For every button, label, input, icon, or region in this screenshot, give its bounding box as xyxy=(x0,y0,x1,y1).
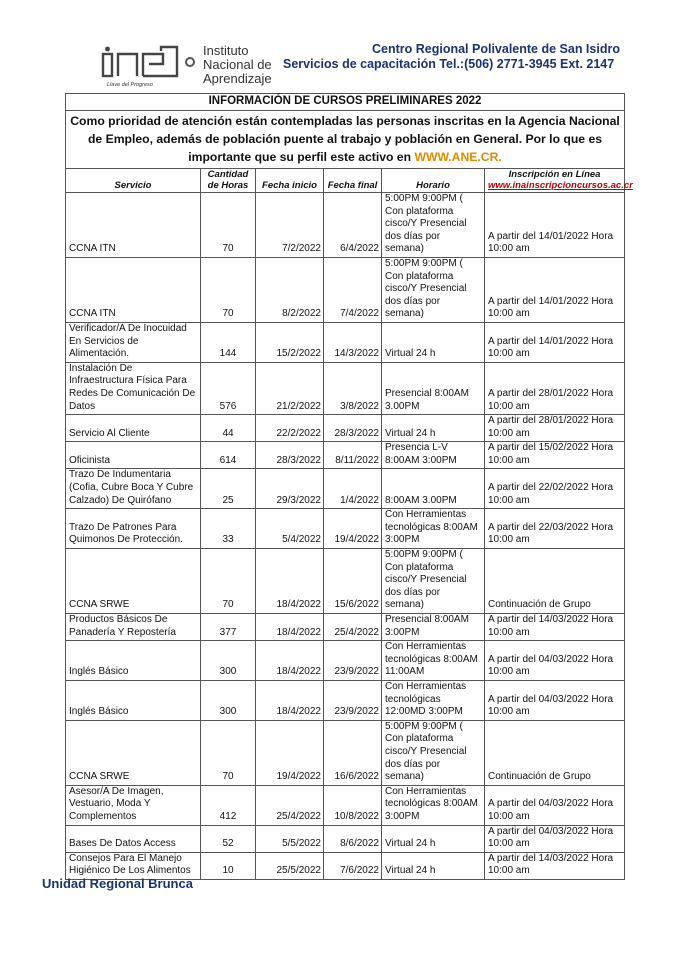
course-fecha-final: 7/6/2022 xyxy=(324,852,382,879)
course-inscripcion: A partir del 22/02/2022 Hora 10:00 am xyxy=(485,469,625,509)
course-servicio: Servicio Al Cliente xyxy=(66,415,201,442)
course-horario: Presencial 8:00AM 3:00PM xyxy=(382,614,485,641)
table-row xyxy=(66,257,625,322)
priority-notice xyxy=(66,111,625,169)
course-fecha-inicio: 19/4/2022 xyxy=(256,720,324,785)
course-horas: 576 xyxy=(201,362,256,414)
course-servicio: Inglés Básico xyxy=(66,641,201,681)
course-horas: 614 xyxy=(201,442,256,469)
course-horario: 5:00PM 9:00PM ( Con plataforma cisco/Y Presencial dos días por semana) xyxy=(382,549,485,614)
course-horario: Virtual 24 h xyxy=(382,852,485,879)
course-servicio: CCNA ITN xyxy=(66,193,201,258)
course-horario: Con Herramientas tecnológicas 8:00AM 3:00PM xyxy=(382,509,485,549)
document-title: INFORMACIÓN DE CURSOS PRELIMINARES 2022 xyxy=(66,94,625,111)
ane-url-link[interactable]: WWW.ANE.CR. xyxy=(414,150,502,164)
course-fecha-final: 16/6/2022 xyxy=(324,720,382,785)
institute-line: Nacional de xyxy=(203,57,272,72)
course-fecha-inicio: 18/4/2022 xyxy=(256,614,324,641)
course-fecha-inicio: 15/2/2022 xyxy=(256,322,324,362)
col-header-fecha-final: Fecha final xyxy=(324,169,382,193)
course-horas: 52 xyxy=(201,825,256,852)
table-row xyxy=(66,442,625,469)
institute-name xyxy=(203,44,272,86)
course-servicio: Trazo De Patrones Para Quimonos De Protección. xyxy=(66,509,201,549)
course-inscripcion: A partir del 28/01/2022 Hora 10:00 am xyxy=(485,415,625,442)
course-fecha-inicio: 25/4/2022 xyxy=(256,785,324,825)
course-horario: Con Herramientas tecnológicas 12:00MD 3:00PM xyxy=(382,680,485,720)
table-row xyxy=(66,641,625,681)
course-horas: 300 xyxy=(201,641,256,681)
course-horas: 10 xyxy=(201,852,256,879)
course-inscripcion: A partir del 14/01/2022 Hora 10:00 am xyxy=(485,257,625,322)
course-horario: Virtual 24 h xyxy=(382,415,485,442)
course-horario: Virtual 24 h xyxy=(382,322,485,362)
course-horas: 70 xyxy=(201,720,256,785)
course-horas: 70 xyxy=(201,257,256,322)
table-row xyxy=(66,193,625,258)
course-horas: 412 xyxy=(201,785,256,825)
course-fecha-inicio: 22/2/2022 xyxy=(256,415,324,442)
table-row xyxy=(66,415,625,442)
course-horario: Con Herramientas tecnológicas 8:00AM 11:00AM xyxy=(382,641,485,681)
col-header-inscripcion xyxy=(485,169,633,193)
institute-line: Aprendizaje xyxy=(203,71,272,86)
course-fecha-final: 8/11/2022 xyxy=(324,442,382,469)
course-servicio: CCNA SRWE xyxy=(66,549,201,614)
course-fecha-final: 7/4/2022 xyxy=(324,257,382,322)
ina-logo-circle-icon xyxy=(185,57,195,67)
col-header-fecha-inicio: Fecha inicio xyxy=(256,169,324,193)
center-title: Centro Regional Polivalente de San Isidro xyxy=(372,42,620,56)
institute-line: Instituto xyxy=(203,43,249,58)
course-servicio: Inglés Básico xyxy=(66,680,201,720)
course-fecha-final: 1/4/2022 xyxy=(324,469,382,509)
course-servicio: Productos Básicos De Panadería Y Repostería xyxy=(66,614,201,641)
course-fecha-final: 3/8/2022 xyxy=(324,362,382,414)
services-contact-line: Servicios de capacitación Tel.:(506) 2771-3945 Ext. 2147 xyxy=(283,57,615,71)
course-inscripcion: A partir del 14/01/2022 Hora 10:00 am xyxy=(485,322,625,362)
course-fecha-final: 10/8/2022 xyxy=(324,785,382,825)
course-inscripcion: Continuación de Grupo xyxy=(485,720,625,785)
course-inscripcion: Continuación de Grupo xyxy=(485,549,625,614)
course-fecha-inicio: 18/4/2022 xyxy=(256,549,324,614)
course-inscripcion: A partir del 04/03/2022 Hora 10:00 am xyxy=(485,680,625,720)
col-header-horario: Horario xyxy=(382,169,485,193)
course-inscripcion: A partir del 28/01/2022 Hora 10:00 am xyxy=(485,362,625,414)
table-header-row xyxy=(66,169,625,193)
course-horario: 5:00PM 9:00PM ( Con plataforma cisco/Y Presencial dos días por semana) xyxy=(382,720,485,785)
table-row xyxy=(66,785,625,825)
course-servicio: Trazo De Indumentaria (Cofia, Cubre Boca Y Cubre Calzado) De Quirófano xyxy=(66,469,201,509)
course-fecha-final: 28/3/2022 xyxy=(324,415,382,442)
course-fecha-final: 15/6/2022 xyxy=(324,549,382,614)
logo-tagline: Llave del Progreso xyxy=(107,82,153,88)
course-fecha-inicio: 7/2/2022 xyxy=(256,193,324,258)
course-inscripcion: A partir del 04/03/2022 Hora 10:00 am xyxy=(485,641,625,681)
course-fecha-final: 6/4/2022 xyxy=(324,193,382,258)
course-fecha-inicio: 25/5/2022 xyxy=(256,852,324,879)
priority-notice-text: Como prioridad de atención están contempladas las personas inscritas en la Agencia Nacional de Empleo, además de población puente al trabajo y población en General. Por lo que es importante que su perfil este activo en xyxy=(70,114,620,164)
ina-logo xyxy=(101,45,201,93)
inscripcion-url-link[interactable]: www.inainscripcioncursos.ac.cr xyxy=(488,180,633,191)
course-horas: 33 xyxy=(201,509,256,549)
table-row xyxy=(66,614,625,641)
course-horario: 8:00AM 3.00PM xyxy=(382,469,485,509)
course-horario: Presencia L-V 8:00AM 3:00PM xyxy=(382,442,485,469)
course-horario: Con Herramientas tecnológicas 8:00AM 3:00PM xyxy=(382,785,485,825)
course-horas: 144 xyxy=(201,322,256,362)
course-fecha-final: 14/3/2022 xyxy=(324,322,382,362)
course-servicio: Instalación De Infraestructura Física Para Redes De Comunicación De Datos xyxy=(66,362,201,414)
course-horas: 44 xyxy=(201,415,256,442)
table-row xyxy=(66,549,625,614)
course-inscripcion: A partir del 22/03/2022 Hora 10:00 am xyxy=(485,509,625,549)
course-horas: 25 xyxy=(201,469,256,509)
course-horario: Virtual 24 h xyxy=(382,825,485,852)
course-fecha-final: 19/4/2022 xyxy=(324,509,382,549)
course-fecha-inicio: 29/3/2022 xyxy=(256,469,324,509)
course-servicio: Bases De Datos Access xyxy=(66,825,201,852)
course-fecha-inicio: 5/4/2022 xyxy=(256,509,324,549)
course-inscripcion: A partir del 14/03/2022 Hora 10:00 am xyxy=(485,614,625,641)
course-fecha-final: 23/9/2022 xyxy=(324,641,382,681)
course-horario: Presencial 8:00AM 3.00PM xyxy=(382,362,485,414)
table-row xyxy=(66,680,625,720)
course-horas: 70 xyxy=(201,549,256,614)
course-horario: 5:00PM 9:00PM ( Con plataforma cisco/Y Presencial dos días por semana) xyxy=(382,257,485,322)
course-inscripcion: A partir del 14/01/2022 Hora 10:00 am xyxy=(485,193,625,258)
course-horario: 5:00PM 9:00PM ( Con plataforma cisco/Y Presencial dos días por semana) xyxy=(382,193,485,258)
course-horas: 377 xyxy=(201,614,256,641)
table-row xyxy=(66,825,625,852)
course-inscripcion: A partir del 14/03/2022 Hora 10:00 am xyxy=(485,852,625,879)
course-fecha-inicio: 18/4/2022 xyxy=(256,641,324,681)
course-servicio: Verificador/A De Inocuidad En Servicios de Alimentación. xyxy=(66,322,201,362)
table-row xyxy=(66,720,625,785)
col-header-servicio: Servicio xyxy=(66,169,201,193)
col-header-inscripcion-label: Inscripción en Línea xyxy=(508,169,601,180)
course-inscripcion: A partir del 04/03/2022 Hora 10:00 am xyxy=(485,785,625,825)
course-fecha-inicio: 18/4/2022 xyxy=(256,680,324,720)
regional-unit-footer: Unidad Regional Brunca xyxy=(42,876,193,891)
course-fecha-inicio: 28/3/2022 xyxy=(256,442,324,469)
course-fecha-final: 8/6/2022 xyxy=(324,825,382,852)
course-fecha-inicio: 5/5/2022 xyxy=(256,825,324,852)
course-servicio: CCNA ITN xyxy=(66,257,201,322)
course-servicio: Consejos Para El Manejo Higiénico De Los Alimentos xyxy=(66,852,201,879)
course-fecha-inicio: 8/2/2022 xyxy=(256,257,324,322)
table-row xyxy=(66,509,625,549)
table-row xyxy=(66,322,625,362)
ina-logo-mark-icon xyxy=(101,45,179,79)
table-row xyxy=(66,362,625,414)
course-servicio: Oficinista xyxy=(66,442,201,469)
course-horas: 70 xyxy=(201,193,256,258)
col-header-horas: Cantidad de Horas xyxy=(201,169,256,193)
table-row xyxy=(66,469,625,509)
course-horas: 300 xyxy=(201,680,256,720)
course-fecha-final: 23/9/2022 xyxy=(324,680,382,720)
course-inscripcion: A partir del 04/03/2022 Hora 10:00 am xyxy=(485,825,625,852)
course-rows xyxy=(66,193,625,880)
course-inscripcion: A partir del 15/02/2022 Hora 10:00 am xyxy=(485,442,625,469)
course-fecha-final: 25/4/2022 xyxy=(324,614,382,641)
course-fecha-inicio: 21/2/2022 xyxy=(256,362,324,414)
course-table xyxy=(65,93,633,880)
course-servicio: Asesor/A De Imagen, Vestuario, Moda Y Complementos xyxy=(66,785,201,825)
course-servicio: CCNA SRWE xyxy=(66,720,201,785)
